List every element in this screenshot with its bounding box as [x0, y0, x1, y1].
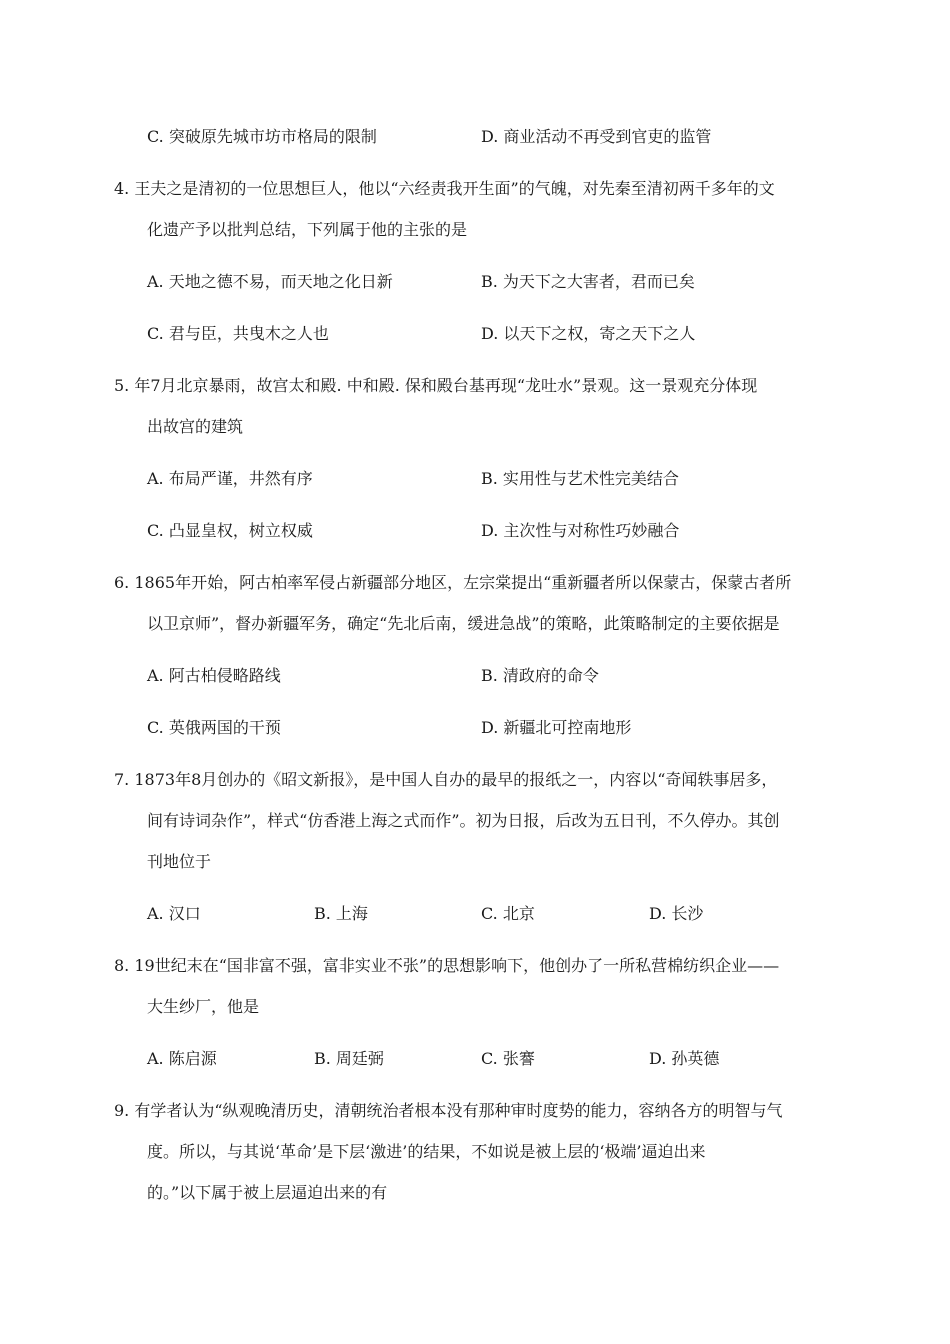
q5-stem-line2: 出故宫的建筑 [147, 417, 244, 436]
q4-option-c: C. 君与臣，共曳木之人也 [147, 324, 329, 343]
q5-option-c: C. 凸显皇权，树立权威 [147, 521, 313, 540]
q9-stem-line1: 9. 有学者认为“纵观晚清历史，清朝统治者根本没有那种审时度势的能力，容纳各方的明智与气 [114, 1101, 783, 1120]
q6-option-d: D. 新疆北可控南地形 [481, 718, 632, 737]
q8-option-d: D. 孙英德 [649, 1049, 720, 1068]
q5-option-d: D. 主次性与对称性巧妙融合 [481, 521, 680, 540]
q7-stem-line2: 间有诗词杂作”，样式“仿香港上海之式而作”。初为日报，后改为五日刊，不久停办。其创 [147, 811, 780, 830]
q8-option-a: A. 陈启源 [147, 1049, 217, 1068]
q6-stem-line2: 以卫京师”，督办新疆军务，确定“先北后南，缓进急战”的策略，此策略制定的主要依据是 [147, 614, 780, 633]
q7-stem-line1: 7. 1873年8月创办的《昭文新报》，是中国人自办的最早的报纸之一，内容以“奇闻轶事居多， [114, 770, 778, 789]
q4-option-a: A. 天地之德不易，而天地之化日新 [147, 272, 393, 291]
q5-stem-line1: 5. 年7月北京暴雨，故宫太和殿. 中和殿. 保和殿台基再现“龙吐水”景观。这一景观充分体现 [114, 376, 758, 395]
q7-option-d: D. 长沙 [649, 904, 704, 923]
q6-option-a: A. 阿古柏侵略路线 [147, 666, 281, 685]
q9-stem-line3: 的。”以下属于被上层逼迫出来的有 [147, 1183, 388, 1202]
q7-stem-line3: 刊地位于 [147, 852, 212, 871]
q7-option-c: C. 北京 [481, 904, 535, 923]
q6-option-b: B. 清政府的命令 [481, 666, 599, 685]
q5-option-a: A. 布局严谨，井然有序 [147, 469, 313, 488]
q4-option-d: D. 以天下之权，寄之天下之人 [481, 324, 696, 343]
q4-stem-line2: 化遗产予以批判总结，下列属于他的主张的是 [147, 220, 468, 239]
q8-stem-line2: 大生纱厂，他是 [147, 997, 260, 1016]
q5-option-b: B. 实用性与艺术性完美结合 [481, 469, 679, 488]
q9-stem-line2: 度。所以，与其说‘革命’是下层‘激进’的结果，不如说是被上层的‘极端’逼迫出来 [147, 1142, 706, 1161]
q3-option-c: C. 突破原先城市坊市格局的限制 [147, 127, 377, 146]
q7-option-a: A. 汉口 [147, 904, 201, 923]
q6-stem-line1: 6. 1865年开始，阿古柏率军侵占新疆部分地区，左宗棠提出“重新疆者所以保蒙古，保蒙古者所 [114, 573, 792, 592]
q3-option-d: D. 商业活动不再受到官吏的监管 [481, 127, 712, 146]
q8-option-b: B. 周廷弼 [314, 1049, 384, 1068]
q6-option-c: C. 英俄两国的干预 [147, 718, 281, 737]
q4-stem-line1: 4. 王夫之是清初的一位思想巨人，他以“六经责我开生面”的气魄，对先秦至清初两千多年的文 [114, 179, 775, 198]
q8-stem-line1: 8. 19世纪末在“国非富不强，富非实业不张”的思想影响下，他创办了一所私营棉纺织企业—— [114, 956, 780, 975]
q7-option-b: B. 上海 [314, 904, 368, 923]
q8-option-c: C. 张謇 [481, 1049, 535, 1068]
q4-option-b: B. 为天下之大害者，君而已矣 [481, 272, 695, 291]
